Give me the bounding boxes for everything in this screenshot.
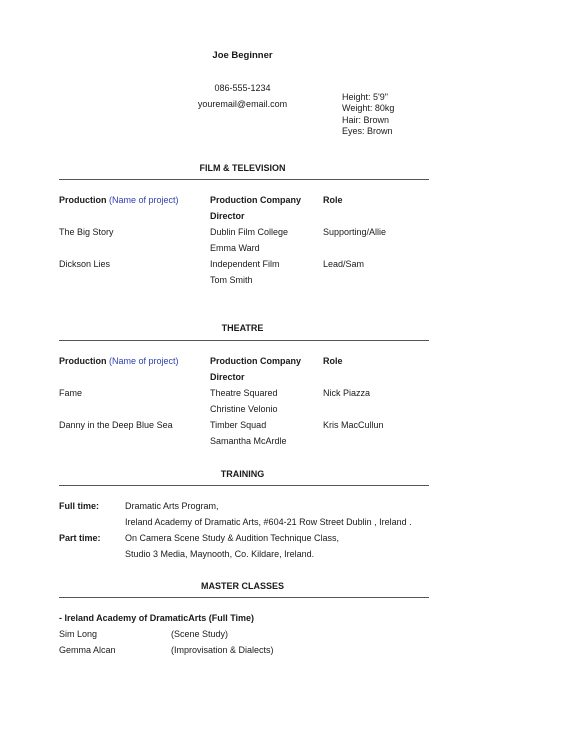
theatre-company: Timber Squad: [210, 420, 267, 430]
film-production: The Big Story: [59, 227, 114, 237]
col-header-company: Production Company: [210, 356, 302, 366]
theatre-role: Kris MacCullun: [323, 420, 384, 430]
divider: [59, 485, 429, 486]
divider: [59, 179, 429, 180]
master-teacher: Sim Long: [59, 629, 98, 639]
film-role: Supporting/Allie: [323, 227, 387, 237]
email-address: youremail@email.com: [197, 99, 288, 109]
col-header-director: Director: [210, 372, 245, 382]
section-title-theatre: THEATRE: [221, 323, 264, 333]
parttime-program: On Camera Scene Study & Audition Technique Class,: [125, 533, 339, 543]
stat-hair: Hair: Brown: [342, 115, 390, 125]
actor-name: Joe Beginner: [212, 50, 273, 61]
col-header-company: Production Company: [210, 195, 302, 205]
fulltime-school: Ireland Academy of Dramatic Arts, #604-21 Row Street Dublin , Ireland .: [125, 517, 412, 527]
master-class: (Improvisation & Dialects): [171, 645, 274, 655]
col-header-role: Role: [323, 195, 343, 205]
phone-number: 086-555-1234: [214, 83, 271, 93]
col-header-production: [59, 356, 179, 367]
film-company: Dublin Film College: [210, 227, 289, 237]
theatre-role: Nick Piazza: [323, 388, 371, 398]
fulltime-label: Full time:: [59, 501, 99, 511]
col-header-production-label: Production: [59, 356, 107, 366]
theatre-company: Theatre Squared: [210, 388, 278, 398]
theatre-production: Danny in the Deep Blue Sea: [59, 420, 173, 430]
col-header-note: (Name of project): [109, 195, 179, 205]
film-production: Dickson Lies: [59, 259, 111, 269]
theatre-director: Christine Velonio: [210, 404, 278, 414]
master-academy: - Ireland Academy of DramaticArts (Full Time): [59, 613, 255, 623]
section-title-master: MASTER CLASSES: [200, 581, 284, 591]
film-company: Independent Film: [210, 259, 280, 269]
col-header-note: (Name of project): [109, 356, 179, 366]
section-title-film: FILM & TELEVISION: [199, 163, 286, 173]
film-role: Lead/Sam: [323, 259, 365, 269]
divider: [59, 340, 429, 341]
master-class: (Scene Study): [171, 629, 229, 639]
divider: [59, 597, 429, 598]
section-title-training: TRAINING: [220, 469, 265, 479]
master-teacher: Gemma Alcan: [59, 645, 116, 655]
col-header-director: Director: [210, 211, 245, 221]
theatre-director: Samantha McArdle: [210, 436, 287, 446]
film-director: Emma Ward: [210, 243, 260, 253]
stat-weight: Weight: 80kg: [342, 103, 395, 113]
film-director: Tom Smith: [210, 275, 253, 285]
col-header-production: [59, 195, 179, 206]
fulltime-program: Dramatic Arts Program,: [125, 501, 219, 511]
col-header-role: Role: [323, 356, 343, 366]
parttime-school: Studio 3 Media, Maynooth, Co. Kildare, Ireland.: [125, 549, 315, 559]
col-header-production-label: Production: [59, 195, 107, 205]
stat-height: Height: 5'9": [342, 92, 388, 102]
stat-eyes: Eyes: Brown: [342, 126, 393, 136]
theatre-production: Fame: [59, 388, 83, 398]
parttime-label: Part time:: [59, 533, 101, 543]
